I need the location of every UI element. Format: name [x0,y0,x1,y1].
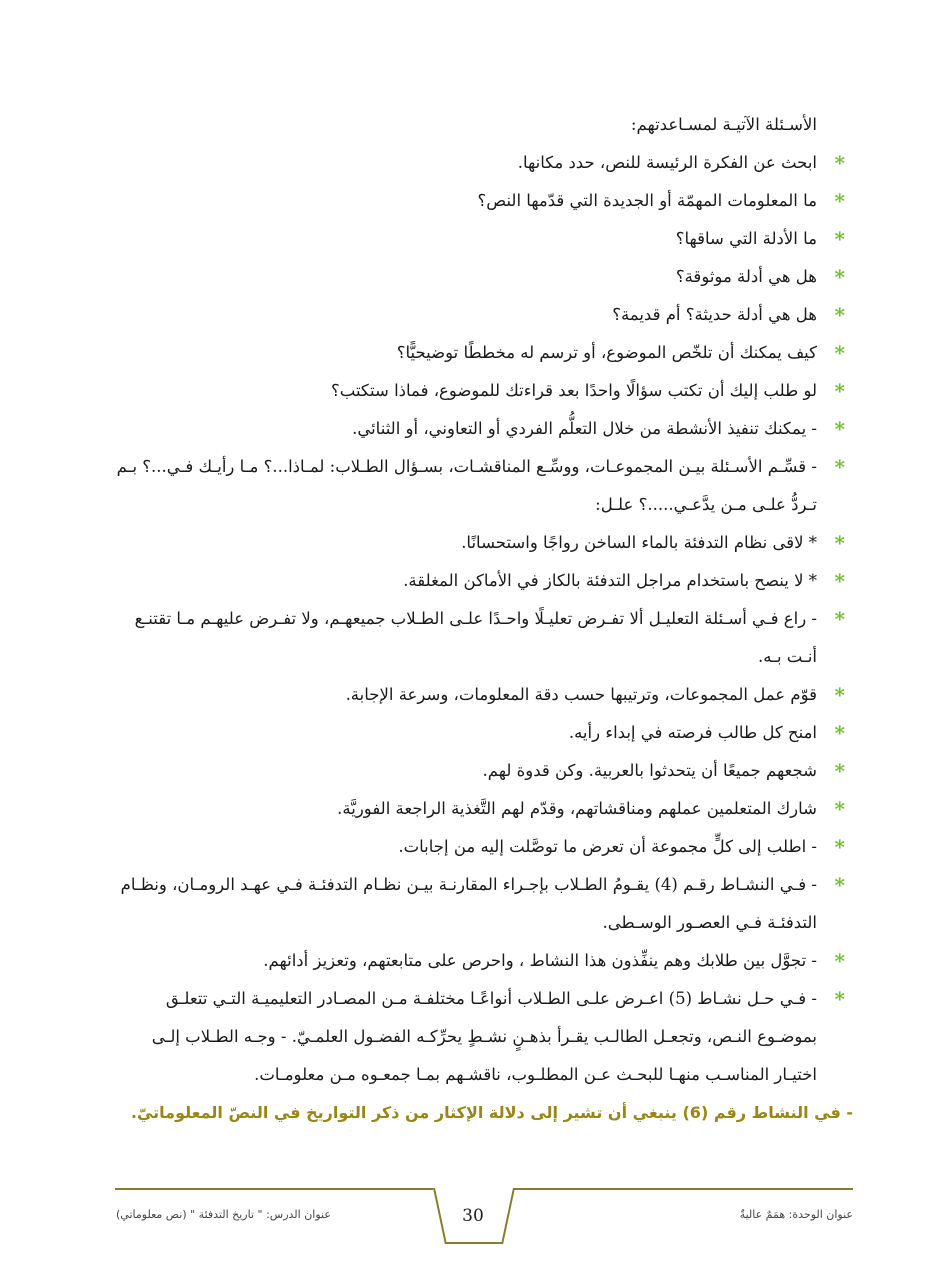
green-asterisk-icon: * [834,569,845,593]
green-asterisk-icon: * [834,835,845,859]
green-asterisk-icon: * [834,721,845,745]
green-asterisk-icon: * [834,949,845,973]
list-item: * هل هي أدلة حديثة؟ أم قديمة؟ [102,296,837,334]
list-item: * - راع فـي أسـئلة التعليـل ألا تفـرض تعليـلًا واحـدًا علـى الطـلاب جميعهـم، ولا تفـرض عليهـم مـا تقتنـع [102,600,837,638]
green-asterisk-icon: * [834,797,845,821]
lesson-title: عنوان الدرس: " تاريخ التدفئة " (نص معلوماتي) [116,1208,331,1221]
green-asterisk-icon: * [834,987,845,1011]
list-item: * * لا ينصح باستخدام مراجل التدفئة بالكاز في الأماكن المغلقة. [102,562,837,600]
list-item-continuation: اختيـار المناسـب منهـا للبحـث عـن المطلـوب، ناقشـهم بمـا جمعـوه مـن معلومـات. [254,1065,817,1084]
green-asterisk-icon: * [834,341,845,365]
list-item-continuation: التدفئـة فـي العصـور الوسـطى. [602,913,817,932]
list-item: * لو طلب إليك أن تكتب سؤالًا واحدًا بعد قراءتك للموضوع، فماذا ستكتب؟ [102,372,837,410]
list-item-continuation: تـردُّ علـى مـن يدَّعـي.....؟ علـل: [595,495,817,514]
list-item: * ابحث عن الفكرة الرئيسة للنص، حدد مكانها. [102,144,837,182]
footer-divider [115,1188,433,1190]
page-number: 30 [462,1206,484,1226]
highlighted-note: - في النشاط رقم (6) ينبغي أن تشير إلى دلالة الإكثار من ذكر التواريخ في النصّ المعلوماتيّ. [130,1103,853,1122]
list-item: * - فـي النشـاط رقـم (4) يقـومُ الطـلاب بإجـراء المقارنـة بيـن نظـام التدفئـة فـي عهـد الرومـان، ونظـام [102,866,837,904]
green-asterisk-icon: * [834,531,845,555]
list-item: * - يمكنك تنفيذ الأنشطة من خلال التعلُّم الفردي أو التعاوني، أو الثنائي. [102,410,837,448]
list-item-continuation: أنـت بـه. [758,647,817,666]
footer-notch-base [445,1242,503,1244]
intro-line: الأسـئلة الآتيـة لمسـاعدتهم: [630,115,817,134]
green-asterisk-icon: * [834,189,845,213]
list-item: * - اطلب إلى كلٍّ مجموعة أن تعرض ما توصَّلت إليه من إجابات. [102,828,837,866]
green-asterisk-icon: * [834,227,845,251]
green-asterisk-icon: * [834,873,845,897]
list-item: * * لاقى نظام التدفئة بالماء الساخن رواجًا واستحسانًا. [102,524,837,562]
list-item: * كيف يمكنك أن تلخّص الموضوع، أو ترسم له مخططًا توضيحيًّا؟ [102,334,837,372]
list-item: * - قسِّـم الأسـئلة بيـن المجموعـات، ووسِّـع المناقشـات، بسـؤال الطـلاب: لمـاذا...؟ مـا رأيـك فـي...؟ بـم [102,448,837,486]
list-item: * هل هي أدلة موثوقة؟ [102,258,837,296]
green-asterisk-icon: * [834,151,845,175]
unit-title: عنوان الوحدة: همَمٌ عاليةٌ [739,1208,853,1221]
list-item-continuation: بموضـوع النـص، وتجعـل الطالـب يقـرأ بذهـنٍ نشـطٍ يحرِّكـه الفضـول العلمـيّ. - وجـه الطـلاب إلـى [151,1027,817,1046]
green-asterisk-icon: * [834,417,845,441]
list-item: * شجعهم جميعًا أن يتحدثوا بالعربية. وكن قدوة لهم. [102,752,837,790]
green-asterisk-icon: * [834,303,845,327]
list-item: * امنح كل طالب فرصته في إبداء رأيه. [102,714,837,752]
footer-divider [513,1188,853,1190]
green-asterisk-icon: * [834,683,845,707]
list-item: * ما الأدلة التي ساقها؟ [102,220,837,258]
green-asterisk-icon: * [834,265,845,289]
list-item: * - تجوَّل بين طلابك وهم ينفِّذون هذا النشاط ، واحرص على متابعتهم، وتعزيز أدائهم. [102,942,837,980]
green-asterisk-icon: * [834,455,845,479]
green-asterisk-icon: * [834,759,845,783]
guide-content [102,106,853,1132]
list-item: * شارك المتعلمين عملهم ومناقشاتهم، وقدّم لهم التَّغذية الراجعة الفوريَّة. [102,790,837,828]
list-item: * قوّم عمل المجموعات، وترتيبها حسب دقة المعلومات، وسرعة الإجابة. [102,676,837,714]
green-asterisk-icon: * [834,379,845,403]
list-item: * - فـي حـل نشـاط (5) اعـرض علـى الطـلاب أنواعًـا مختلفـة مـن المصـادر التعليميـة التـي تتعلـق [102,980,837,1018]
green-asterisk-icon: * [834,607,845,631]
list-item: * ما المعلومات المهمّة أو الجديدة التي قدّمها النص؟ [102,182,837,220]
